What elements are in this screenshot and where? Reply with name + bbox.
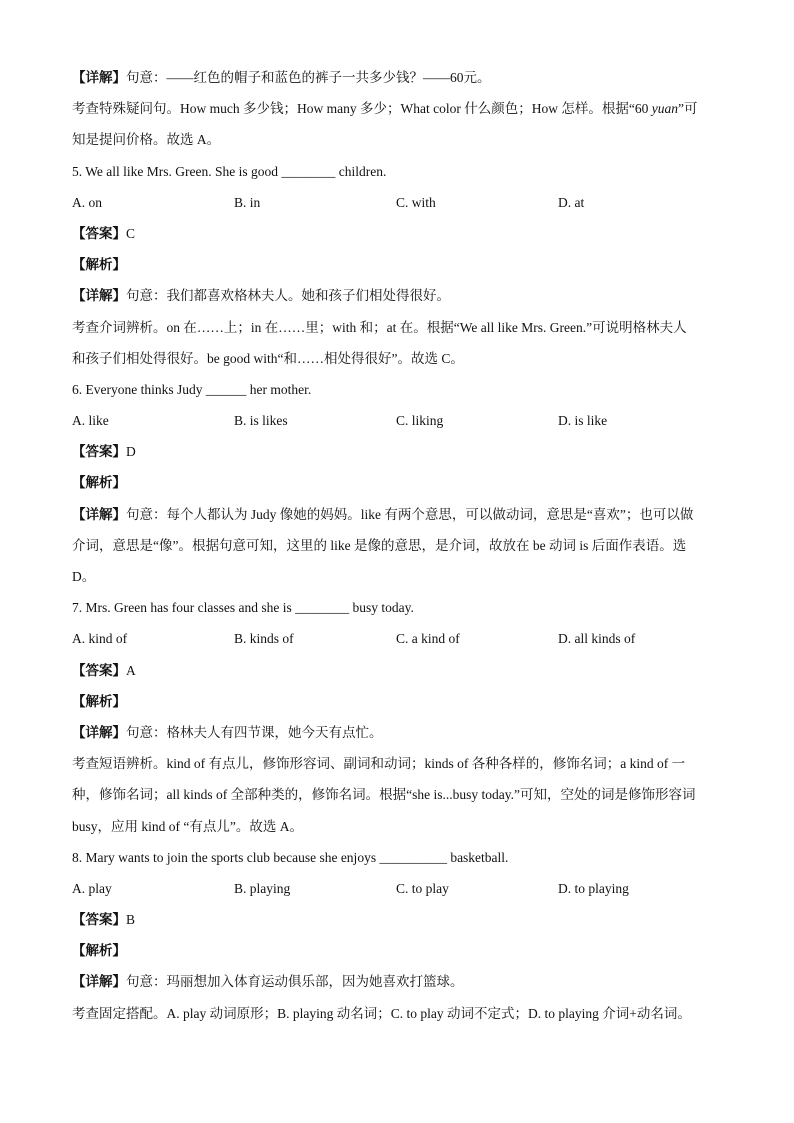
text-line <box>72 156 722 187</box>
option-b: B. playing <box>234 880 291 896</box>
option-c: C. a kind of <box>396 631 460 647</box>
option-c: C. to play <box>396 880 449 896</box>
text-line <box>72 998 722 1029</box>
line-text: 句意：玛丽想加入体育运动俱乐部，因为她喜欢打篮球。 <box>126 974 464 990</box>
line-text: 句意：——红色的帽子和蓝色的裤子一共多少钱？——60元。 <box>126 70 491 85</box>
section-tag: 【解析】 <box>72 475 126 491</box>
option-a: A. on <box>72 194 102 210</box>
text-line <box>72 218 722 249</box>
option-d: D. all kinds of <box>558 631 636 647</box>
section-tag: 【详解】 <box>72 506 126 522</box>
line-text: 知是提问价格。故选 A。 <box>72 132 221 148</box>
text-line <box>72 811 722 842</box>
text-line <box>72 499 722 530</box>
section-tag: 【详解】 <box>72 724 126 740</box>
answer-options <box>72 623 722 654</box>
option-c: C. liking <box>396 413 444 429</box>
text-line <box>72 93 722 124</box>
text-line <box>72 467 722 498</box>
option-b: B. is likes <box>234 413 288 429</box>
section-tag: 【答案】 <box>72 444 126 460</box>
line-text: 5. We all like Mrs. Green. She is good ________ children. <box>72 163 387 179</box>
text-line <box>72 124 722 155</box>
section-tag: 【答案】 <box>72 225 126 241</box>
text-line <box>72 686 722 717</box>
answer-options <box>72 405 722 436</box>
section-tag: 【解析】 <box>72 943 126 959</box>
text-line <box>72 62 722 93</box>
line-text: 考查短语辨析。kind of 有点儿，修饰形容词、副词和动词；kinds of 各种各样的，修饰名词；a kind of 一 <box>72 756 686 772</box>
text-line <box>72 312 722 343</box>
line-text: 和孩子们相处得很好。be good with“和……相处得很好”。故选 C。 <box>72 350 464 366</box>
section-tag: 【解析】 <box>72 693 126 709</box>
line-text: 句意：每个人都认为 Judy 像她的妈妈。like 有两个意思，可以做动词，意思是“喜欢”；也可以做 <box>126 506 694 522</box>
section-tag: 【答案】 <box>72 912 126 928</box>
text-line <box>72 343 722 374</box>
line-text: 考查固定搭配。A. play 动词原形；B. playing 动名词；C. to play 动词不定式；D. to playing 介词+动名词。 <box>72 1005 691 1021</box>
line-text: 6. Everyone thinks Judy ______ her mother. <box>72 381 312 397</box>
line-text: 句意：我们都喜欢格林夫人。她和孩子们相处得很好。 <box>126 288 450 304</box>
line-text: 7. Mrs. Green has four classes and she is ________ busy today. <box>72 600 414 616</box>
section-tag: 【详解】 <box>72 974 126 990</box>
text-line <box>72 935 722 966</box>
line-text: D <box>126 444 136 460</box>
option-d: D. at <box>558 194 585 210</box>
line-text: B <box>126 912 136 928</box>
line-text: D。 <box>72 569 96 584</box>
line-tail: ”可 <box>677 101 698 117</box>
line-text: 句意：格林夫人有四节课，她今天有点忙。 <box>126 724 383 740</box>
text-line <box>72 717 722 748</box>
text-line <box>72 904 722 935</box>
option-a: A. like <box>72 413 109 429</box>
line-text: 介词，意思是“像”。根据句意可知，这里的 like 是像的意思，是介词，故放在 be 动词 is 后面作表语。选 <box>72 537 687 553</box>
text-line <box>72 655 722 686</box>
document-page <box>72 62 722 1029</box>
option-b: B. in <box>234 194 261 210</box>
text-line <box>72 280 722 311</box>
text-line <box>72 436 722 467</box>
option-c: C. with <box>396 194 436 210</box>
option-d: D. to playing <box>558 880 629 896</box>
text-line <box>72 779 722 810</box>
option-a: A. play <box>72 880 112 896</box>
line-text: A <box>126 662 136 678</box>
text-line <box>72 842 722 873</box>
text-line <box>72 249 722 280</box>
text-line <box>72 592 722 623</box>
line-text: 考查介词辨析。on 在……上；in 在……里；with 和；at 在。根据“We all like Mrs. Green.”可说明格林夫人 <box>72 319 687 335</box>
text-line <box>72 561 722 592</box>
section-tag: 【详解】 <box>72 70 126 85</box>
line-text: C <box>126 225 136 241</box>
text-line <box>72 966 722 997</box>
section-tag: 【解析】 <box>72 257 126 273</box>
italic-text: yuan <box>651 101 678 117</box>
option-d: D. is like <box>558 413 608 429</box>
line-text: 种，修饰名词；all kinds of 全部种类的，修饰名词。根据“she is...busy today.”可知，空处的词是修饰形容词 <box>72 787 696 803</box>
line-text: busy，应用 kind of “有点儿”。故选 A。 <box>72 818 303 834</box>
section-tag: 【详解】 <box>72 288 126 304</box>
option-b: B. kinds of <box>234 631 294 647</box>
text-line <box>72 374 722 405</box>
section-tag: 【答案】 <box>72 662 126 678</box>
option-a: A. kind of <box>72 631 128 647</box>
text-line <box>72 748 722 779</box>
line-text: 8. Mary wants to join the sports club because she enjoys __________ basketball. <box>72 849 509 865</box>
line-text: 考查特殊疑问句。How much 多少钱；How many 多少；What color 什么颜色；How 怎样。根据“60 <box>72 101 652 117</box>
answer-options <box>72 187 722 218</box>
text-line <box>72 530 722 561</box>
answer-options <box>72 873 722 904</box>
